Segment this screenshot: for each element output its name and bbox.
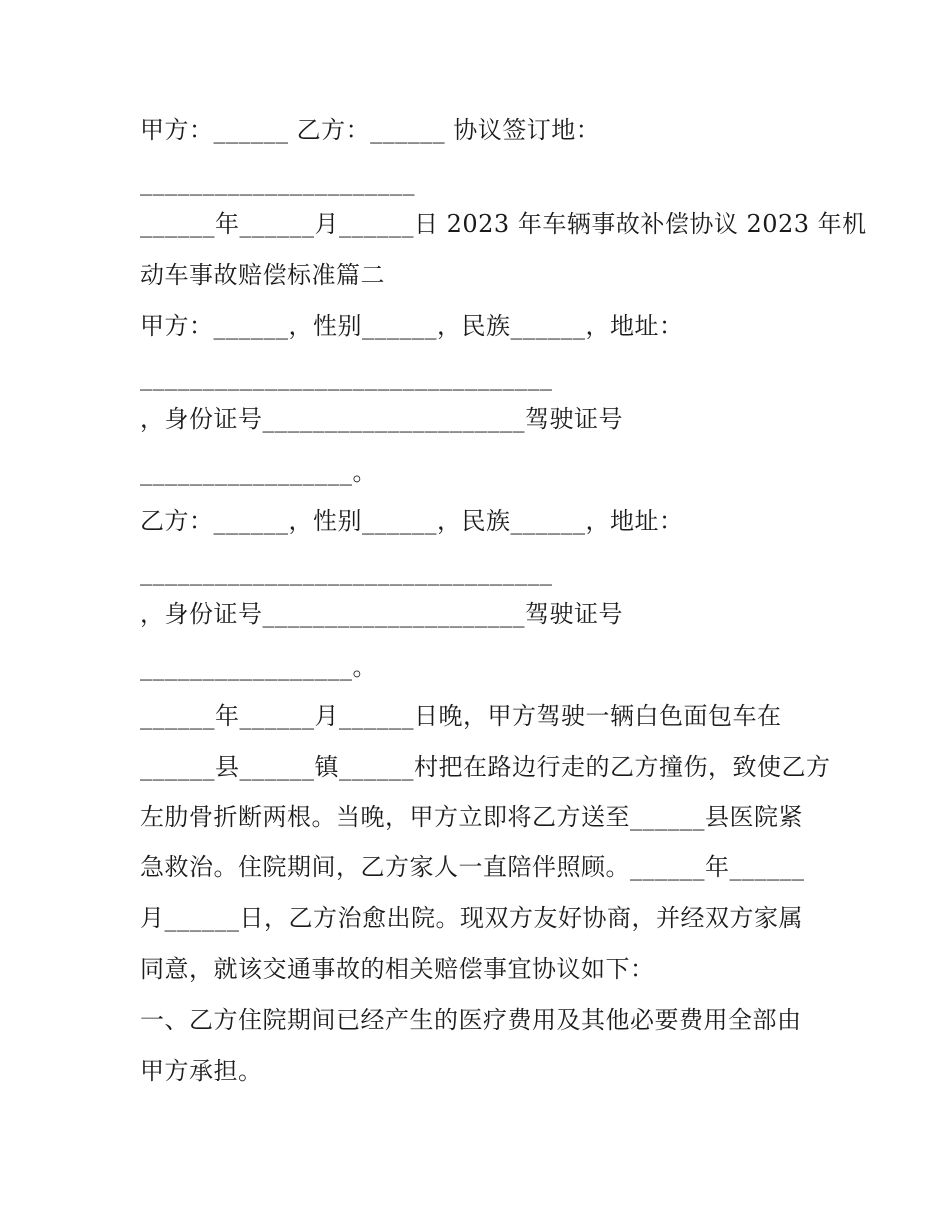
text-line: _________________。	[140, 653, 377, 681]
text-line: ______年______月______日晚，甲方驾驶一辆白色面包车在	[140, 702, 782, 730]
text-line: 急救治。住院期间，乙方家人一直陪伴照顾。______年______	[140, 853, 805, 881]
text-line: 动车事故赔偿标准篇二	[140, 261, 385, 289]
text-line: 甲方承担。	[140, 1057, 263, 1085]
text-line: 甲方：______，性别______，民族______，地址：	[140, 312, 684, 340]
text-line: 左肋骨折断两根。当晚，甲方立即将乙方送至______县医院紧	[140, 803, 803, 831]
text-line: ______年______月______日 2023 年车辆事故补偿协议 2023 年机	[140, 210, 867, 238]
text-line: _________________________________	[140, 558, 553, 586]
text-line: _________________。	[140, 458, 377, 486]
text-line: 月______日，乙方治愈出院。现双方友好协商，并经双方家属	[140, 904, 803, 932]
text-line: 同意，就该交通事故的相关赔偿事宜协议如下：	[140, 955, 655, 983]
text-line: ______________________	[140, 168, 415, 196]
text-line: ______县______镇______村把在路边行走的乙方撞伤，致使乙方	[140, 753, 831, 781]
text-line: 一、乙方住院期间已经产生的医疗费用及其他必要费用全部由	[140, 1006, 802, 1034]
text-line: 甲方：______ 乙方：______ 协议签订地：	[140, 116, 601, 144]
text-line: ，身份证号_____________________驾驶证号	[140, 600, 623, 628]
text-line: _________________________________	[140, 363, 553, 391]
text-line: 乙方：______，性别______，民族______，地址：	[140, 507, 684, 535]
text-line: ，身份证号_____________________驾驶证号	[140, 405, 623, 433]
